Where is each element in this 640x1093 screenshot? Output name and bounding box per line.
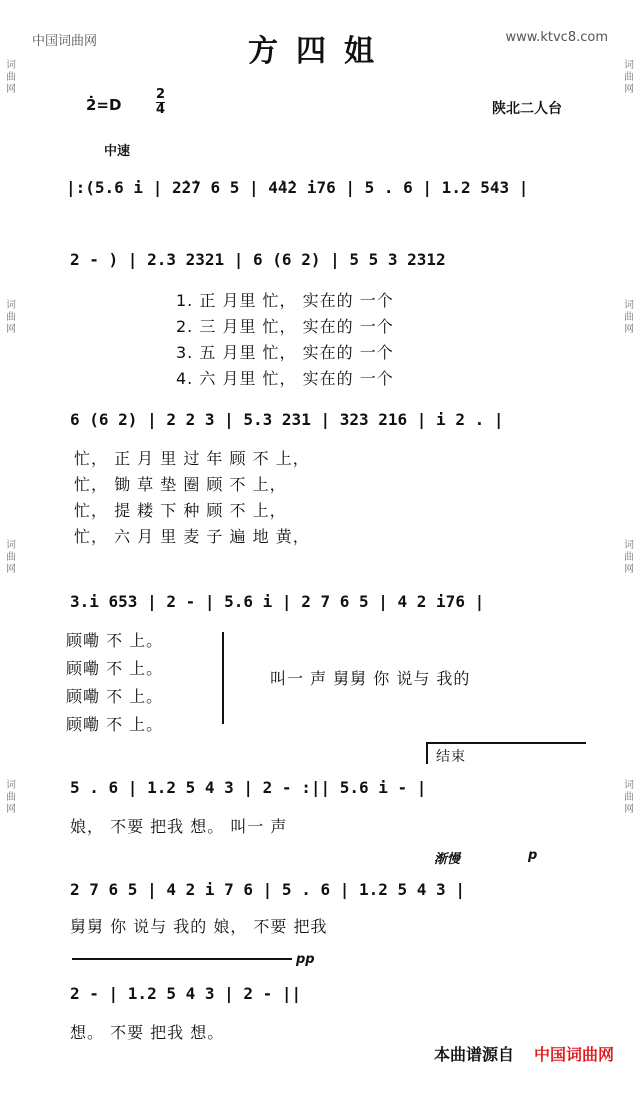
verse-c-2: 顾嘞 不 上。 (66, 659, 164, 678)
author-label: 陕北二人台 (492, 101, 562, 117)
verse-a-4: 4. 六 月里 忙， 实在的 一个 (176, 369, 394, 388)
score-line-1: |:(5.6 i | 2̇2̇7 6 5 | 4̇4̇2 i76 | 5 . 6 | 1.2 543 | (66, 178, 529, 197)
source-label: 本曲谱源自 (433, 1045, 514, 1064)
source-site-link[interactable]: 中国词曲网 (533, 1045, 614, 1064)
time-top: 2 (156, 87, 166, 102)
time-bottom: 4 (156, 102, 166, 117)
score-line-4: 3.i 653 | 2 - | 5.6 i | 2 7 6 5 | 4 2 i76 | (70, 592, 485, 611)
key-signature: 2̇=D (86, 96, 122, 114)
decrescendo-line (72, 958, 292, 960)
refrain-lyric: 叫一 声 舅舅 你 说与 我的 (270, 669, 471, 688)
verse-c-1: 顾嘞 不 上。 (66, 631, 164, 650)
score-line-7: 2 - | 1.2 5 4 3 | 2 - || (70, 984, 302, 1003)
side-watermark: 词 曲 网 (624, 540, 634, 575)
verse-b-1: 忙， 正 月 里 过 年 顾 不 上， (74, 449, 310, 468)
verse-b-4: 忙， 六 月 里 麦 子 遍 地 黄， (74, 527, 310, 546)
score-line-2: 2 - ) | 2.3 2321 | 6 (6 2) | 5 5 3 2312 (70, 250, 446, 269)
side-watermark: 词 曲 网 (6, 300, 16, 335)
watermark-right: www.ktvc8.com (505, 30, 608, 45)
verse-b-3: 忙， 提 耧 下 种 顾 不 上， (74, 501, 287, 520)
verse-c-4: 顾嘞 不 上。 (66, 715, 164, 734)
dynamic-pp: pp (296, 952, 315, 967)
score-line-5: 5 . 6 | 1.2 5 4 3 | 2 - :|| 5.6 i - | (70, 778, 427, 797)
lyric-line-5: 娘， 不要 把我 想。 叫一 声 (70, 817, 288, 836)
verse-a-2: 2. 三 月里 忙， 实在的 一个 (176, 317, 394, 336)
verse-a-1: 1. 正 月里 忙， 实在的 一个 (176, 291, 394, 310)
side-watermark: 词 曲 网 (6, 780, 16, 815)
verse-b-2: 忙， 锄 草 垫 圈 顾 不 上， (74, 475, 287, 494)
side-watermark: 词 曲 网 (624, 300, 634, 335)
side-watermark: 词 曲 网 (624, 60, 634, 95)
side-watermark: 词 曲 网 (6, 60, 16, 95)
verse-bracket (222, 632, 224, 724)
ending-label: 结束 (436, 749, 466, 765)
time-signature (156, 88, 165, 117)
verse-a-3: 3. 五 月里 忙， 实在的 一个 (176, 343, 394, 362)
dynamic-p: p (528, 848, 538, 863)
watermark-left: 中国词曲网 (32, 34, 98, 49)
score-line-6: 2 7 6 5 | 4 2 i 7 6 | 5 . 6 | 1.2 5 4 3 | (70, 880, 465, 899)
source-credit (434, 1042, 614, 1065)
side-watermark: 词 曲 网 (6, 540, 16, 575)
tempo-marking: 中速 (104, 144, 131, 159)
verse-c-3: 顾嘞 不 上。 (66, 687, 164, 706)
score-line-3: 6 (6 2) | 2 2 3 | 5.3 231 | 323 216 | i 2 . | (70, 410, 504, 429)
lyric-line-7: 想。 不要 把我 想。 (70, 1023, 225, 1042)
dynamic-jianman: 渐慢 (434, 852, 461, 867)
lyric-line-6: 舅舅 你 说与 我的 娘， 不要 把我 (70, 917, 328, 936)
page-title: 方四姐 (248, 34, 392, 69)
side-watermark: 词 曲 网 (624, 780, 634, 815)
